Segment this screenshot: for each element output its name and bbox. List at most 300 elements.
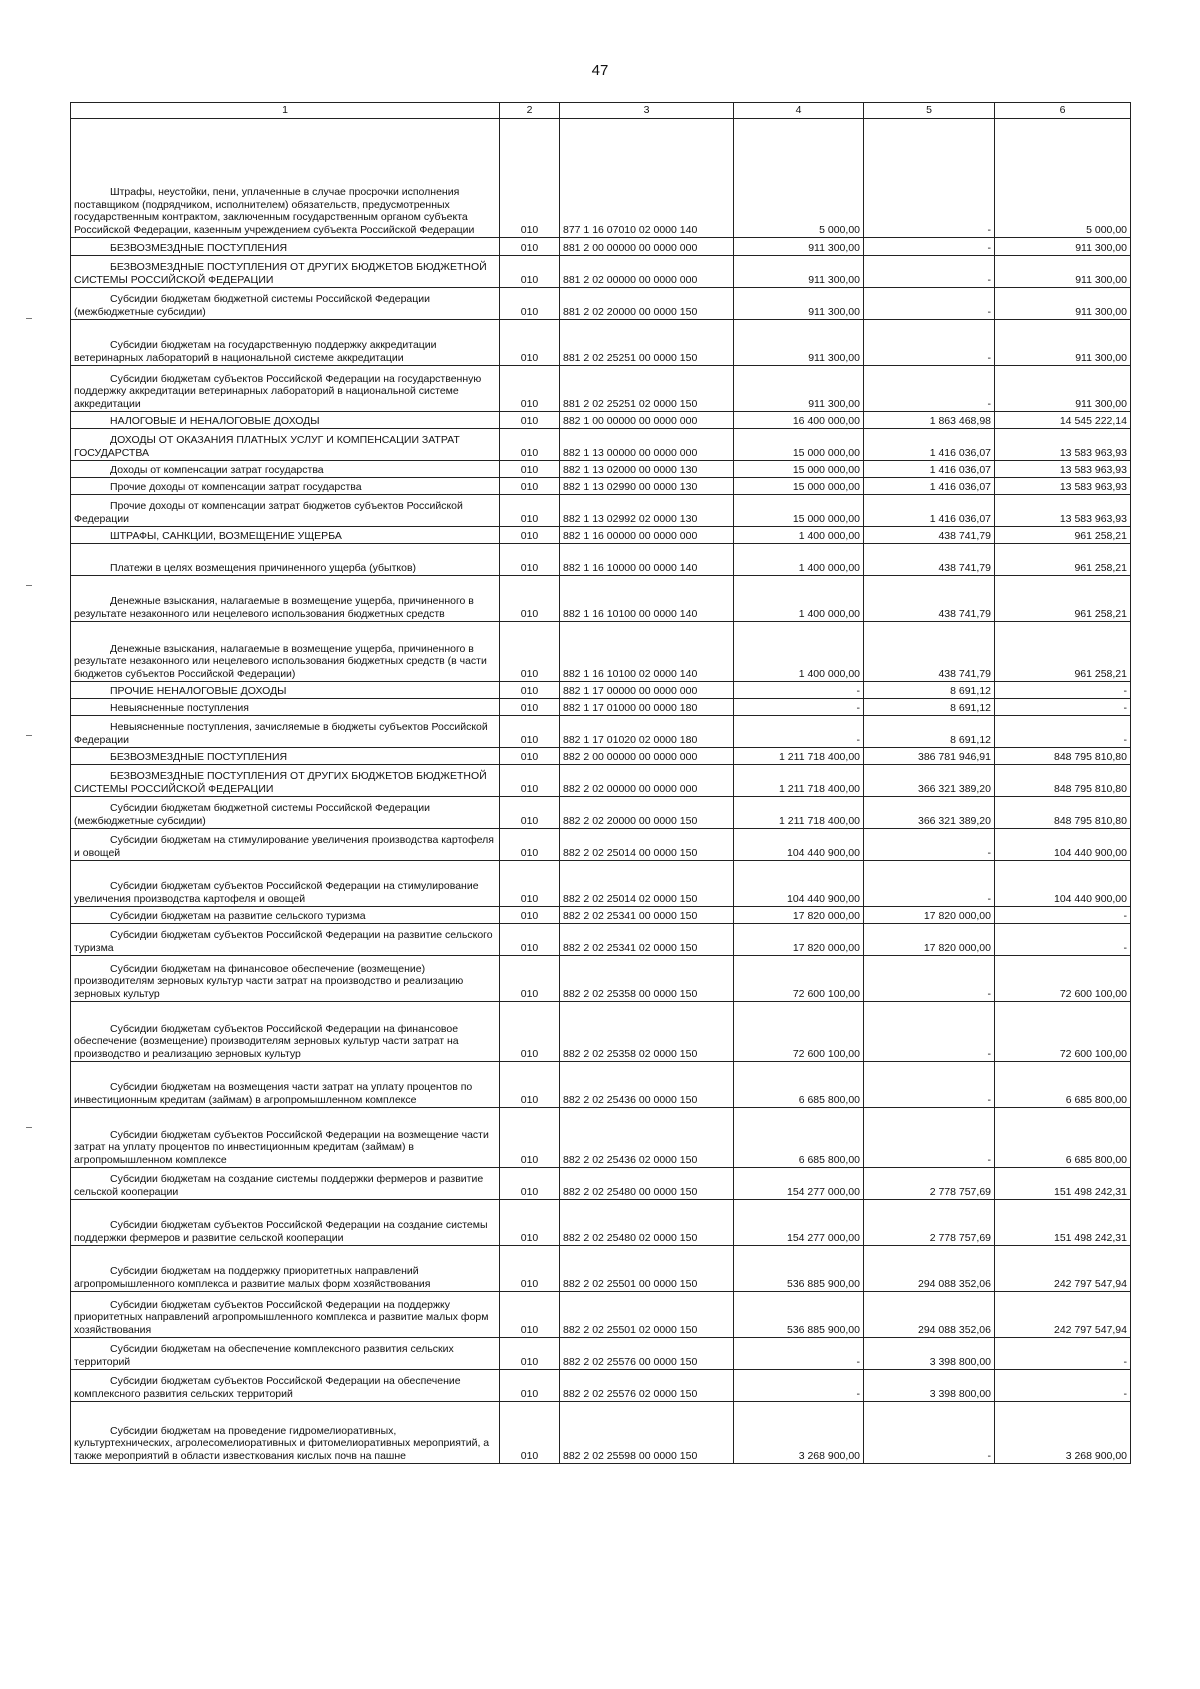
row-approved-text: 3 268 900,00 [798,1449,860,1462]
table-row [71,238,1131,256]
row-line-code-cell [500,527,560,544]
row-budget-code-cell [560,576,734,622]
row-unexecuted-cell [995,256,1131,288]
row-budget-code-cell [560,1168,734,1200]
row-line-code-text: 010 [520,512,539,525]
row-executed-cell [864,1062,995,1108]
row-name-cell [71,699,500,716]
row-line-code-cell [500,288,560,320]
row-line-code-cell [500,495,560,527]
row-executed-text: 8 691,12 [950,701,991,714]
row-executed-cell [864,288,995,320]
row-unexecuted-text: 911 300,00 [1075,351,1127,364]
row-budget-code-cell [560,797,734,829]
row-approved-text: 536 885 900,00 [787,1323,860,1336]
table-body [71,119,1131,1464]
row-executed-cell [864,119,995,238]
row-executed-cell [864,1338,995,1370]
row-budget-code-cell [560,527,734,544]
row-executed-cell [864,861,995,907]
row-executed-cell [864,765,995,797]
row-line-code-cell [500,366,560,412]
row-line-code-text: 010 [520,733,539,746]
row-name-text: Невыясненные поступления [110,701,249,714]
row-unexecuted-text: 911 300,00 [1075,305,1127,318]
row-approved-text: 1 211 718 400,00 [779,782,860,795]
row-approved-cell [734,797,864,829]
row-line-code-text: 010 [520,1449,539,1462]
row-unexecuted-cell [995,716,1131,748]
row-unexecuted-text: 961 258,21 [1074,607,1127,620]
row-unexecuted-cell [995,119,1131,238]
row-line-code-text: 010 [520,1277,539,1290]
row-line-code-cell [500,829,560,861]
row-name-text: БЕЗВОЗМЕЗДНЫЕ ПОСТУПЛЕНИЯ ОТ ДРУГИХ БЮДЖЕТОВ БЮДЖЕТНОЙ СИСТЕМЫ РОССИЙСКОЙ ФЕДЕРАЦИИ [74,770,487,795]
table-row [71,682,1131,699]
row-approved-cell [734,1108,864,1168]
row-executed-text: - [987,1449,991,1462]
row-budget-code-text: 882 1 13 00000 00 0000 000 [563,446,698,459]
row-unexecuted-text: 961 258,21 [1074,561,1127,574]
row-executed-cell [864,1246,995,1292]
row-unexecuted-text: 6 685 800,00 [1065,1153,1127,1166]
row-name-cell [71,288,500,320]
row-name-text: Субсидии бюджетам субъектов Российской Федерации на государственную поддержку аккредитации ветеринарных лабораторий в национальной системе аккредитации [74,372,482,410]
table-row [71,1200,1131,1246]
row-executed-text: - [987,397,991,410]
report-table [70,102,1131,1464]
row-approved-text: 16 400 000,00 [792,414,860,427]
table-row [71,765,1131,797]
row-unexecuted-cell [995,461,1131,478]
row-executed-text: 438 741,79 [938,561,991,574]
row-name-text: Субсидии бюджетам на финансовое обеспечение (возмещение) производителям зерновых культур части затрат на производство и реализацию зерновых культур [74,962,464,1000]
row-approved-text: 15 000 000,00 [792,463,860,476]
row-unexecuted-text: 848 795 810,80 [1054,750,1127,763]
row-name-text: Субсидии бюджетам на возмещения части затрат на уплату процентов по инвестиционным кредитам (займам) в агропромышленном комплексе [74,1081,473,1106]
row-line-code-cell [500,861,560,907]
row-line-code-text: 010 [520,892,539,905]
row-name-cell [71,461,500,478]
row-executed-text: 366 321 389,20 [918,782,991,795]
table-row [71,527,1131,544]
row-unexecuted-text: - [1123,941,1127,954]
row-budget-code-text: 882 2 02 25576 02 0000 150 [563,1387,698,1400]
row-line-code-text: 010 [520,941,539,954]
row-name-text: Субсидии бюджетам на создание системы поддержки фермеров и развитие сельской кооперации [74,1173,484,1198]
row-approved-cell [734,412,864,429]
row-approved-cell [734,429,864,461]
row-budget-code-text: 882 2 00 00000 00 0000 000 [563,750,698,763]
row-line-code-cell [500,1292,560,1338]
row-approved-cell [734,1062,864,1108]
row-name-cell [71,924,500,956]
row-approved-text: 17 820 000,00 [792,941,860,954]
row-line-code-text: 010 [520,561,539,574]
row-budget-code-text: 882 2 02 25341 02 0000 150 [563,941,698,954]
row-name-text: Субсидии бюджетам бюджетной системы Российской Федерации (межбюджетные субсидии) [74,802,430,827]
row-budget-code-cell [560,1402,734,1464]
row-budget-code-text: 882 2 02 25480 00 0000 150 [563,1185,698,1198]
row-executed-text: - [987,305,991,318]
row-unexecuted-text: 104 440 900,00 [1054,892,1127,905]
row-approved-text: 911 300,00 [808,305,860,318]
row-unexecuted-text: 961 258,21 [1074,529,1127,542]
row-approved-text: 911 300,00 [808,241,860,254]
row-unexecuted-cell [995,1168,1131,1200]
row-budget-code-text: 882 2 02 25576 00 0000 150 [563,1355,698,1368]
column-header: 2 [500,103,560,119]
row-executed-cell [864,829,995,861]
row-approved-cell [734,765,864,797]
row-line-code-cell [500,924,560,956]
row-name-cell [71,478,500,495]
row-line-code-cell [500,716,560,748]
row-executed-text: 17 820 000,00 [923,941,991,954]
row-executed-cell [864,429,995,461]
row-budget-code-cell [560,366,734,412]
row-line-code-cell [500,699,560,716]
row-name-cell [71,429,500,461]
row-name-text: БЕЗВОЗМЕЗДНЫЕ ПОСТУПЛЕНИЯ [110,750,288,763]
row-line-code-cell [500,765,560,797]
row-unexecuted-cell [995,527,1131,544]
table-row [71,861,1131,907]
row-unexecuted-text: 151 498 242,31 [1054,1185,1127,1198]
table-row [71,544,1131,576]
row-line-code-text: 010 [520,846,539,859]
row-unexecuted-cell [995,412,1131,429]
row-line-code-cell [500,544,560,576]
row-name-text: БЕЗВОЗМЕЗДНЫЕ ПОСТУПЛЕНИЯ [110,241,288,254]
row-name-text: ПРОЧИЕ НЕНАЛОГОВЫЕ ДОХОДЫ [110,684,287,697]
row-line-code-text: 010 [520,1047,539,1060]
row-line-code-text: 010 [520,351,539,364]
row-budget-code-text: 882 1 17 01000 00 0000 180 [563,701,698,714]
row-approved-cell [734,1292,864,1338]
row-unexecuted-text: 911 300,00 [1075,397,1127,410]
row-executed-cell [864,1402,995,1464]
row-unexecuted-cell [995,924,1131,956]
row-executed-cell [864,412,995,429]
row-budget-code-cell [560,956,734,1002]
row-name-cell [71,716,500,748]
row-approved-cell [734,527,864,544]
row-name-text: Денежные взыскания, налагаемые в возмещение ущерба, причиненного в результате незаконного или нецелевого использования бюджетных средств (в части бюджетов субъектов Российской Федерации) [74,642,487,680]
row-unexecuted-cell [995,576,1131,622]
row-line-code-cell [500,797,560,829]
row-executed-cell [864,716,995,748]
row-approved-text: 154 277 000,00 [787,1185,860,1198]
row-executed-cell [864,256,995,288]
row-line-code-text: 010 [520,1231,539,1244]
row-executed-text: 8 691,12 [950,733,991,746]
row-unexecuted-text: 848 795 810,80 [1054,782,1127,795]
table-row [71,320,1131,366]
row-unexecuted-text: 104 440 900,00 [1054,846,1127,859]
row-approved-text: 1 400 000,00 [798,561,860,574]
row-unexecuted-text: 13 583 963,93 [1059,446,1127,459]
row-line-code-text: 010 [520,480,539,493]
row-executed-cell [864,622,995,682]
column-header: 6 [995,103,1131,119]
row-name-cell [71,320,500,366]
row-budget-code-text: 881 2 00 00000 00 0000 000 [563,241,698,254]
row-name-cell [71,1338,500,1370]
row-budget-code-cell [560,119,734,238]
row-line-code-cell [500,956,560,1002]
row-name-cell [71,1062,500,1108]
row-approved-cell [734,924,864,956]
row-executed-cell [864,495,995,527]
row-line-code-text: 010 [520,814,539,827]
row-budget-code-cell [560,238,734,256]
row-approved-text: - [856,684,860,697]
row-name-cell [71,1402,500,1464]
row-name-text: БЕЗВОЗМЕЗДНЫЕ ПОСТУПЛЕНИЯ ОТ ДРУГИХ БЮДЖЕТОВ БЮДЖЕТНОЙ СИСТЕМЫ РОССИЙСКОЙ ФЕДЕРАЦИИ [74,261,487,286]
row-executed-text: 3 398 800,00 [929,1355,991,1368]
row-executed-text: 2 778 757,69 [929,1185,991,1198]
row-executed-cell [864,320,995,366]
row-budget-code-cell [560,288,734,320]
row-name-cell [71,1200,500,1246]
row-budget-code-cell [560,765,734,797]
row-budget-code-text: 882 1 13 02000 00 0000 130 [563,463,698,476]
column-header: 1 [71,103,500,119]
row-budget-code-text: 881 2 02 20000 00 0000 150 [563,305,698,318]
row-line-code-cell [500,1338,560,1370]
row-approved-text: 154 277 000,00 [787,1231,860,1244]
row-line-code-text: 010 [520,529,539,542]
row-budget-code-text: 882 2 02 25436 02 0000 150 [563,1153,698,1166]
row-name-text: Субсидии бюджетам на поддержку приоритетных направлений агропромышленного комплекса и развитие малых форм хозяйствования [74,1265,431,1290]
row-budget-code-text: 882 1 16 10100 02 0000 140 [563,667,698,680]
row-name-cell [71,829,500,861]
row-unexecuted-text: 961 258,21 [1074,667,1127,680]
row-unexecuted-cell [995,1002,1131,1062]
row-budget-code-cell [560,1292,734,1338]
row-budget-code-cell [560,495,734,527]
row-executed-text: 1 416 036,07 [929,463,991,476]
row-line-code-cell [500,412,560,429]
row-name-text: Субсидии бюджетам субъектов Российской Федерации на возмещение части затрат на уплату процентов по инвестиционным кредитам (займам) в агропромышленном комплексе [74,1128,489,1166]
row-budget-code-cell [560,748,734,765]
row-budget-code-cell [560,907,734,924]
row-name-text: Субсидии бюджетам субъектов Российской Федерации на создание системы поддержки фермеров и развитие сельской кооперации [74,1219,488,1244]
row-unexecuted-text: 14 545 222,14 [1059,414,1127,427]
row-executed-text: 17 820 000,00 [923,909,991,922]
row-line-code-cell [500,576,560,622]
row-name-text: Доходы от компенсации затрат государства [110,463,324,476]
row-approved-cell [734,288,864,320]
page-number: 47 [591,62,609,79]
row-approved-cell [734,495,864,527]
row-executed-text: 1 416 036,07 [929,480,991,493]
row-executed-cell [864,1168,995,1200]
row-approved-cell [734,238,864,256]
row-budget-code-cell [560,1062,734,1108]
table-row [71,924,1131,956]
row-line-code-text: 010 [520,414,539,427]
row-executed-text: 386 781 946,91 [918,750,991,763]
row-unexecuted-cell [995,765,1131,797]
row-name-cell [71,956,500,1002]
row-unexecuted-text: 13 583 963,93 [1059,480,1127,493]
table-row [71,1062,1131,1108]
row-executed-cell [864,1108,995,1168]
row-name-text: НАЛОГОВЫЕ И НЕНАЛОГОВЫЕ ДОХОДЫ [110,414,320,427]
row-name-text: Субсидии бюджетам субъектов Российской Федерации на обеспечение комплексного развития сельских территорий [74,1375,461,1400]
row-unexecuted-cell [995,1338,1131,1370]
row-name-cell [71,1168,500,1200]
row-executed-text: - [987,1093,991,1106]
row-approved-text: - [856,701,860,714]
row-unexecuted-cell [995,1108,1131,1168]
row-line-code-text: 010 [520,667,539,680]
row-executed-cell [864,478,995,495]
table-row [71,288,1131,320]
row-approved-cell [734,461,864,478]
row-unexecuted-text: 13 583 963,93 [1059,463,1127,476]
row-executed-cell [864,238,995,256]
row-name-cell [71,682,500,699]
row-unexecuted-cell [995,829,1131,861]
row-budget-code-cell [560,1370,734,1402]
row-budget-code-cell [560,412,734,429]
row-unexecuted-cell [995,1062,1131,1108]
row-budget-code-text: 882 2 02 00000 00 0000 000 [563,782,698,795]
row-budget-code-cell [560,924,734,956]
row-approved-text: 911 300,00 [808,273,860,286]
row-approved-text: 15 000 000,00 [792,480,860,493]
row-executed-cell [864,956,995,1002]
table-row [71,1168,1131,1200]
table-row [71,1002,1131,1062]
row-name-cell [71,544,500,576]
row-unexecuted-cell [995,544,1131,576]
row-name-text: Субсидии бюджетам субъектов Российской Федерации на развитие сельского туризма [74,929,493,954]
row-line-code-text: 010 [520,1093,539,1106]
row-name-text: ШТРАФЫ, САНКЦИИ, ВОЗМЕЩЕНИЕ УЩЕРБА [110,529,342,542]
table-row [71,1108,1131,1168]
row-budget-code-text: 882 2 02 25341 00 0000 150 [563,909,698,922]
row-unexecuted-text: - [1123,701,1127,714]
row-name-text: Субсидии бюджетам на проведение гидромелиоративных, культуртехнических, агролесомелиоративных и фитомелиоративных мероприятий, а также мероприятий в области известкования кислых почв на пашне [74,1424,490,1462]
row-executed-cell [864,682,995,699]
scan-mark [26,318,32,319]
row-executed-cell [864,461,995,478]
row-executed-text: - [987,273,991,286]
row-budget-code-cell [560,682,734,699]
scan-mark [26,735,32,736]
table-row [71,1338,1131,1370]
row-name-cell [71,748,500,765]
row-unexecuted-cell [995,1200,1131,1246]
table-row [71,748,1131,765]
row-unexecuted-cell [995,682,1131,699]
row-line-code-text: 010 [520,782,539,795]
row-line-code-text: 010 [520,223,539,236]
row-approved-text: 1 211 718 400,00 [779,814,860,827]
row-approved-text: 104 440 900,00 [787,892,860,905]
row-unexecuted-cell [995,288,1131,320]
row-approved-cell [734,478,864,495]
row-name-text: Прочие доходы от компенсации затрат государства [110,480,362,493]
row-budget-code-text: 882 2 02 25480 02 0000 150 [563,1231,698,1244]
row-budget-code-text: 882 1 13 02990 00 0000 130 [563,480,698,493]
row-line-code-cell [500,748,560,765]
row-approved-text: - [856,1387,860,1400]
row-executed-text: - [987,351,991,364]
row-approved-cell [734,256,864,288]
row-unexecuted-cell [995,320,1131,366]
row-executed-text: 1 863 468,98 [929,414,991,427]
table-row [71,699,1131,716]
row-budget-code-cell [560,1338,734,1370]
row-budget-code-cell [560,622,734,682]
row-unexecuted-text: 5 000,00 [1086,223,1127,236]
row-unexecuted-cell [995,366,1131,412]
row-name-cell [71,1108,500,1168]
row-executed-text: 1 416 036,07 [929,512,991,525]
row-budget-code-cell [560,1246,734,1292]
row-budget-code-text: 882 2 02 20000 00 0000 150 [563,814,698,827]
row-approved-cell [734,544,864,576]
row-name-text: Прочие доходы от компенсации затрат бюджетов субъектов Российской Федерации [74,500,463,525]
row-unexecuted-text: 848 795 810,80 [1054,814,1127,827]
row-line-code-text: 010 [520,446,539,459]
row-unexecuted-text: - [1123,909,1127,922]
table-row [71,829,1131,861]
table-row [71,461,1131,478]
row-unexecuted-cell [995,907,1131,924]
row-budget-code-text: 882 2 02 25014 00 0000 150 [563,846,698,859]
row-budget-code-cell [560,861,734,907]
row-unexecuted-text: - [1123,733,1127,746]
row-name-cell [71,1246,500,1292]
row-executed-cell [864,748,995,765]
row-unexecuted-cell [995,1370,1131,1402]
row-unexecuted-cell [995,1402,1131,1464]
row-name-cell [71,119,500,238]
table-row [71,119,1131,238]
row-line-code-text: 010 [520,273,539,286]
row-budget-code-text: 881 2 02 25251 00 0000 150 [563,351,698,364]
row-name-cell [71,495,500,527]
row-unexecuted-text: 911 300,00 [1075,273,1127,286]
row-executed-text: 3 398 800,00 [929,1387,991,1400]
row-name-cell [71,527,500,544]
row-name-text: Субсидии бюджетам на развитие сельского туризма [110,909,366,922]
row-budget-code-text: 882 1 13 02992 02 0000 130 [563,512,698,525]
row-approved-cell [734,1168,864,1200]
row-name-cell [71,238,500,256]
row-approved-text: 72 600 100,00 [792,1047,860,1060]
row-budget-code-text: 882 2 02 25358 00 0000 150 [563,987,698,1000]
row-approved-text: 15 000 000,00 [792,512,860,525]
row-name-text: Субсидии бюджетам на стимулирование увеличения производства картофеля и овощей [74,834,494,859]
row-line-code-text: 010 [520,1387,539,1400]
row-executed-cell [864,699,995,716]
row-line-code-cell [500,1002,560,1062]
row-budget-code-cell [560,461,734,478]
row-approved-cell [734,1370,864,1402]
row-unexecuted-text: 151 498 242,31 [1054,1231,1127,1244]
row-line-code-cell [500,478,560,495]
row-approved-text: 6 685 800,00 [798,1093,860,1106]
table-row [71,256,1131,288]
table-row [71,1402,1131,1464]
